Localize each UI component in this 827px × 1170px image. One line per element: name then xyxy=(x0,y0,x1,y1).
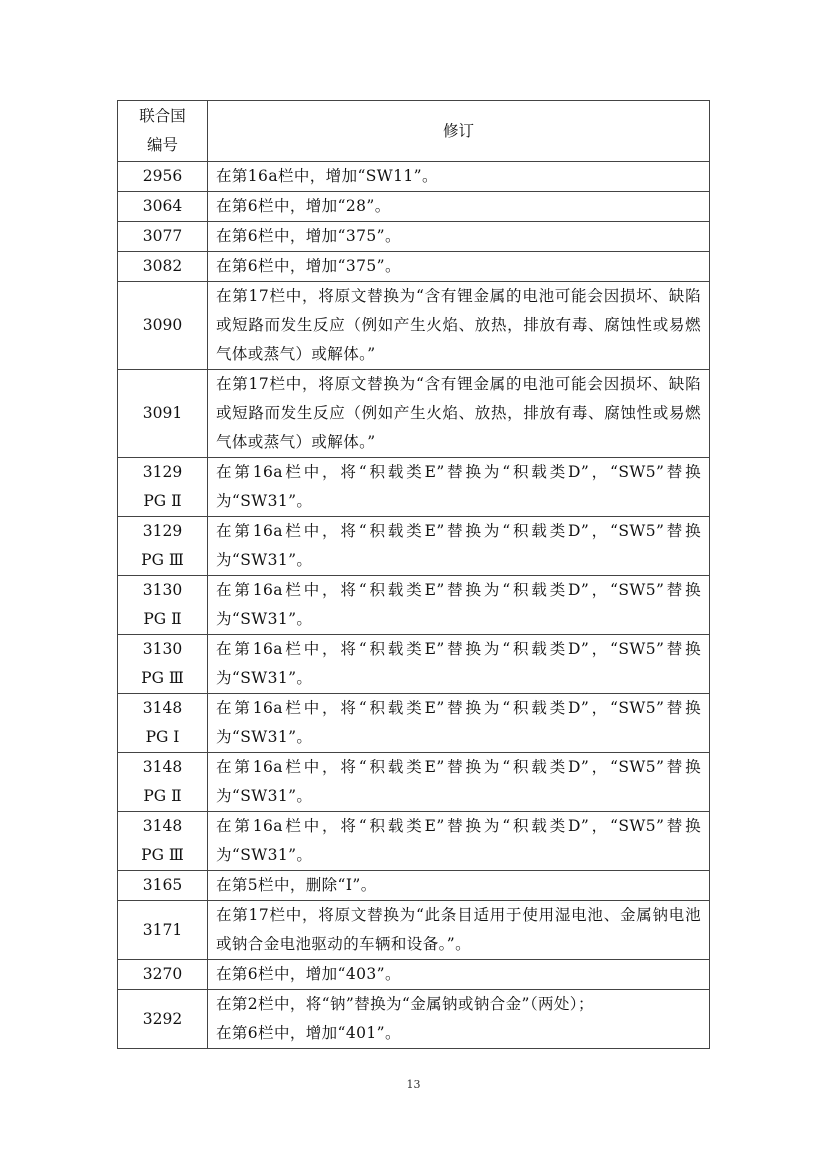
table-row xyxy=(118,192,710,222)
un-number-cell: 3148 PG Ⅱ xyxy=(118,753,208,812)
amendment-cell: 在第6栏中，增加“375”。 xyxy=(208,252,710,282)
page-number: 13 xyxy=(406,1078,421,1091)
amendment-cell: 在第16a栏中，增加“SW11”。 xyxy=(208,162,710,192)
amendment-cell: 在第16a栏中，将“积载类E”替换为“积载类D”，“SW5”替换为“SW31”。 xyxy=(208,517,710,576)
amendments-table xyxy=(117,100,710,1049)
amendment-cell: 在第16a栏中，将“积载类E”替换为“积载类D”，“SW5”替换为“SW31”。 xyxy=(208,576,710,635)
table-row xyxy=(118,753,710,812)
un-number-cell: 3130 PG Ⅲ xyxy=(118,635,208,694)
un-number-cell: 3148 PG Ⅲ xyxy=(118,812,208,871)
amendment-cell: 在第17栏中，将原文替换为“含有锂金属的电池可能会因损坏、缺陷或短路而发生反应（例如产生火焰、放热，排放有毒、腐蚀性或易燃气体或蒸气）或解体。” xyxy=(208,370,710,458)
amendment-cell: 在第17栏中，将原文替换为“含有锂金属的电池可能会因损坏、缺陷或短路而发生反应（例如产生火焰、放热，排放有毒、腐蚀性或易燃气体或蒸气）或解体。” xyxy=(208,282,710,370)
table-row xyxy=(118,960,710,990)
amendment-cell: 在第16a栏中，将“积载类E”替换为“积载类D”，“SW5”替换为“SW31”。 xyxy=(208,458,710,517)
un-number-cell: 3091 xyxy=(118,370,208,458)
un-number-cell: 3129 PG Ⅲ xyxy=(118,517,208,576)
un-number-cell: 3270 xyxy=(118,960,208,990)
un-number-cell: 3129 PG Ⅱ xyxy=(118,458,208,517)
un-number-cell: 3171 xyxy=(118,901,208,960)
amendment-cell: 在第6栏中，增加“375”。 xyxy=(208,222,710,252)
table-row xyxy=(118,901,710,960)
table-row xyxy=(118,990,710,1049)
amendment-cell: 在第2栏中，将“钠”替换为“金属钠或钠合金”（两处）； 在第6栏中，增加“401”。 xyxy=(208,990,710,1049)
amendment-cell: 在第16a栏中，将“积载类E”替换为“积载类D”，“SW5”替换为“SW31”。 xyxy=(208,812,710,871)
amendment-cell: 在第16a栏中，将“积载类E”替换为“积载类D”，“SW5”替换为“SW31”。 xyxy=(208,694,710,753)
un-number-cell: 3090 xyxy=(118,282,208,370)
table-row xyxy=(118,282,710,370)
table-row xyxy=(118,458,710,517)
table-row xyxy=(118,871,710,901)
table-row xyxy=(118,222,710,252)
amendment-cell: 在第6栏中，增加“28”。 xyxy=(208,192,710,222)
table-row xyxy=(118,812,710,871)
header-un-number: 联合国 编号 xyxy=(118,101,208,162)
un-number-cell: 3165 xyxy=(118,871,208,901)
table-row xyxy=(118,694,710,753)
amendment-cell: 在第16a栏中，将“积载类E”替换为“积载类D”，“SW5”替换为“SW31”。 xyxy=(208,635,710,694)
un-number-cell: 3082 xyxy=(118,252,208,282)
un-number-cell: 3148 PG Ⅰ xyxy=(118,694,208,753)
table-row xyxy=(118,576,710,635)
amendment-cell: 在第17栏中，将原文替换为“此条目适用于使用湿电池、金属钠电池或钠合金电池驱动的车辆和设备。”。 xyxy=(208,901,710,960)
un-number-cell: 3064 xyxy=(118,192,208,222)
table-row xyxy=(118,635,710,694)
header-amendment: 修订 xyxy=(208,101,710,162)
table-row xyxy=(118,370,710,458)
amendment-cell: 在第6栏中，增加“403”。 xyxy=(208,960,710,990)
table-header-row xyxy=(118,101,710,162)
table-row xyxy=(118,517,710,576)
un-number-cell: 3292 xyxy=(118,990,208,1049)
un-number-cell: 2956 xyxy=(118,162,208,192)
table-row xyxy=(118,162,710,192)
un-number-cell: 3130 PG Ⅱ xyxy=(118,576,208,635)
amendment-cell: 在第16a栏中，将“积载类E”替换为“积载类D”，“SW5”替换为“SW31”。 xyxy=(208,753,710,812)
amendment-cell: 在第5栏中，删除“Ⅰ”。 xyxy=(208,871,710,901)
table-row xyxy=(118,252,710,282)
un-number-cell: 3077 xyxy=(118,222,208,252)
